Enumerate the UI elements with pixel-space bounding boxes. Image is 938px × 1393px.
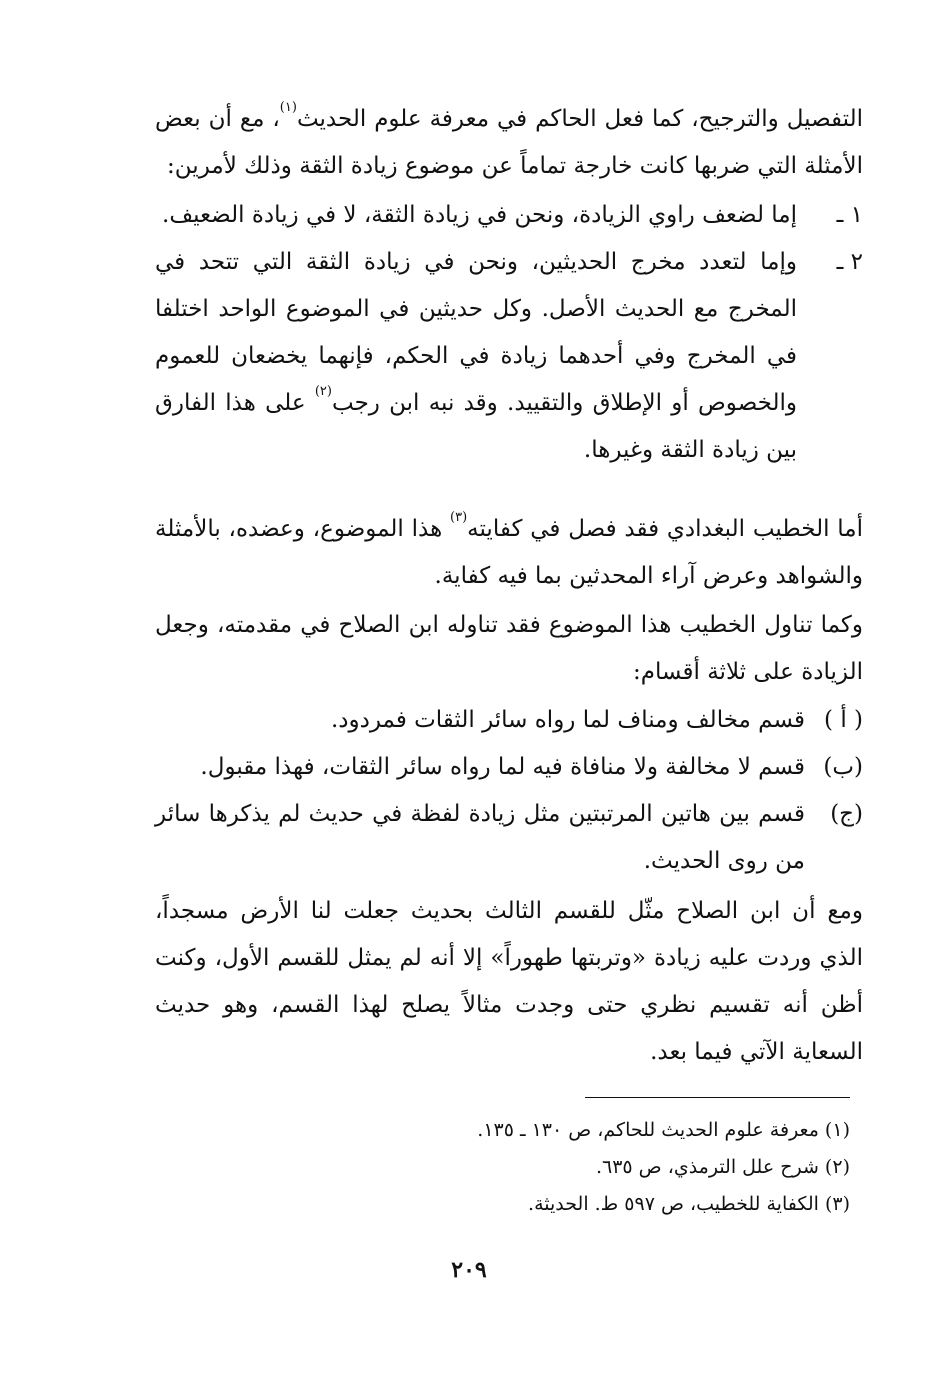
list-item <box>155 192 863 239</box>
paragraph-2-text: أما الخطيب البغدادي فقد فصل في كفايته$^{(٣)}$ هذا الموضوع، وعضده، بالأمثلة والشواهد وعرض آراء المحدثين بما فيه كفاية. <box>155 510 863 589</box>
list-item-text: وإما لتعدد مخرج الحديثين، ونحن في زيادة الثقة التي تتحد في المخرج مع الحديث الأصل. وكل حديثين في الموضوع الواحد اختلفا في المخرج وفي أحدهما زيادة في الحكم، فإنهما يخضعان للعموم والخصوص أو الإطلاق والتقييد. وقد نبه ابن رجب$^{(٢)}$ على هذا الفارق بين زيادة الثقة وغيرها. <box>155 249 797 463</box>
paragraph-1-text: التفصيل والترجيح، كما فعل الحاكم في معرفة علوم الحديث$^{(١)}$، مع أن بعض الأمثلة التي ضربها كانت خارجة تماماً عن موضوع زيادة الثقة وذلك لأمرين: <box>155 100 864 179</box>
footnote-1: (١) معرفة علوم الحديث للحاكم، ص ١٣٠ ـ ١٣٥. <box>477 1119 850 1141</box>
reasons-list <box>155 192 863 474</box>
footnote-reference: (٢) <box>314 384 332 400</box>
paragraph-1 <box>155 96 863 190</box>
paragraph-4 <box>155 888 863 1076</box>
paragraph-3 <box>155 602 863 696</box>
list-item-text: قسم لا مخالفة ولا منافاة فيه لما رواه سائر الثقات، فهذا مقبول. <box>200 754 805 780</box>
paragraph-2 <box>155 506 863 600</box>
list-item-letter: (ب) <box>823 754 863 780</box>
list-item-letter: (ج) <box>830 801 863 827</box>
footnotes <box>155 1112 850 1223</box>
footnote-reference: (٣) <box>450 510 468 526</box>
footnote-3: (٣) الكفاية للخطيب، ص ٥٩٧ ط. الحديثة. <box>528 1193 850 1215</box>
footnote-reference: (١) <box>279 100 297 116</box>
list-item <box>155 744 863 791</box>
page-number: ٢٠٩ <box>451 1257 487 1283</box>
list-item-text: قسم بين هاتين المرتبتين مثل زيادة لفظة في حديث لم يذكرها سائر من روى الحديث. <box>155 801 805 874</box>
list-item-number: ١ ـ <box>836 202 863 228</box>
list-item-letter: ( أ ) <box>824 707 863 733</box>
paragraph-4-text: ومع أن ابن الصلاح مثّل للقسم الثالث بحديث جعلت لنا الأرض مسجداً، الذي وردت عليه زيادة «وتربتها طهوراً» إلا أنه لم يمثل للقسم الأول، وكنت أظن أنه تقسيم نظري حتى وجدت مثالاً يصلح لهذا القسم، وهو حديث السعاية الآتي فيما بعد. <box>155 898 863 1065</box>
list-item-text: إما لضعف راوي الزيادة، ونحن في زيادة الثقة، لا في زيادة الضعيف. <box>162 202 797 228</box>
list-item <box>155 791 863 885</box>
list-item <box>155 697 863 744</box>
sections-list <box>155 697 863 885</box>
footnote-2: (٢) شرح علل الترمذي، ص ٦٣٥. <box>595 1156 850 1178</box>
list-item-number: ٢ ـ <box>836 249 863 275</box>
list-item-text: قسم مخالف ومناف لما رواه سائر الثقات فمردود. <box>330 707 805 733</box>
paragraph-3-text: وكما تناول الخطيب هذا الموضوع فقد تناوله ابن الصلاح في مقدمته، وجعل الزيادة على ثلاثة أقسام: <box>155 612 863 685</box>
footnote-divider <box>585 1097 850 1098</box>
list-item <box>155 239 863 474</box>
